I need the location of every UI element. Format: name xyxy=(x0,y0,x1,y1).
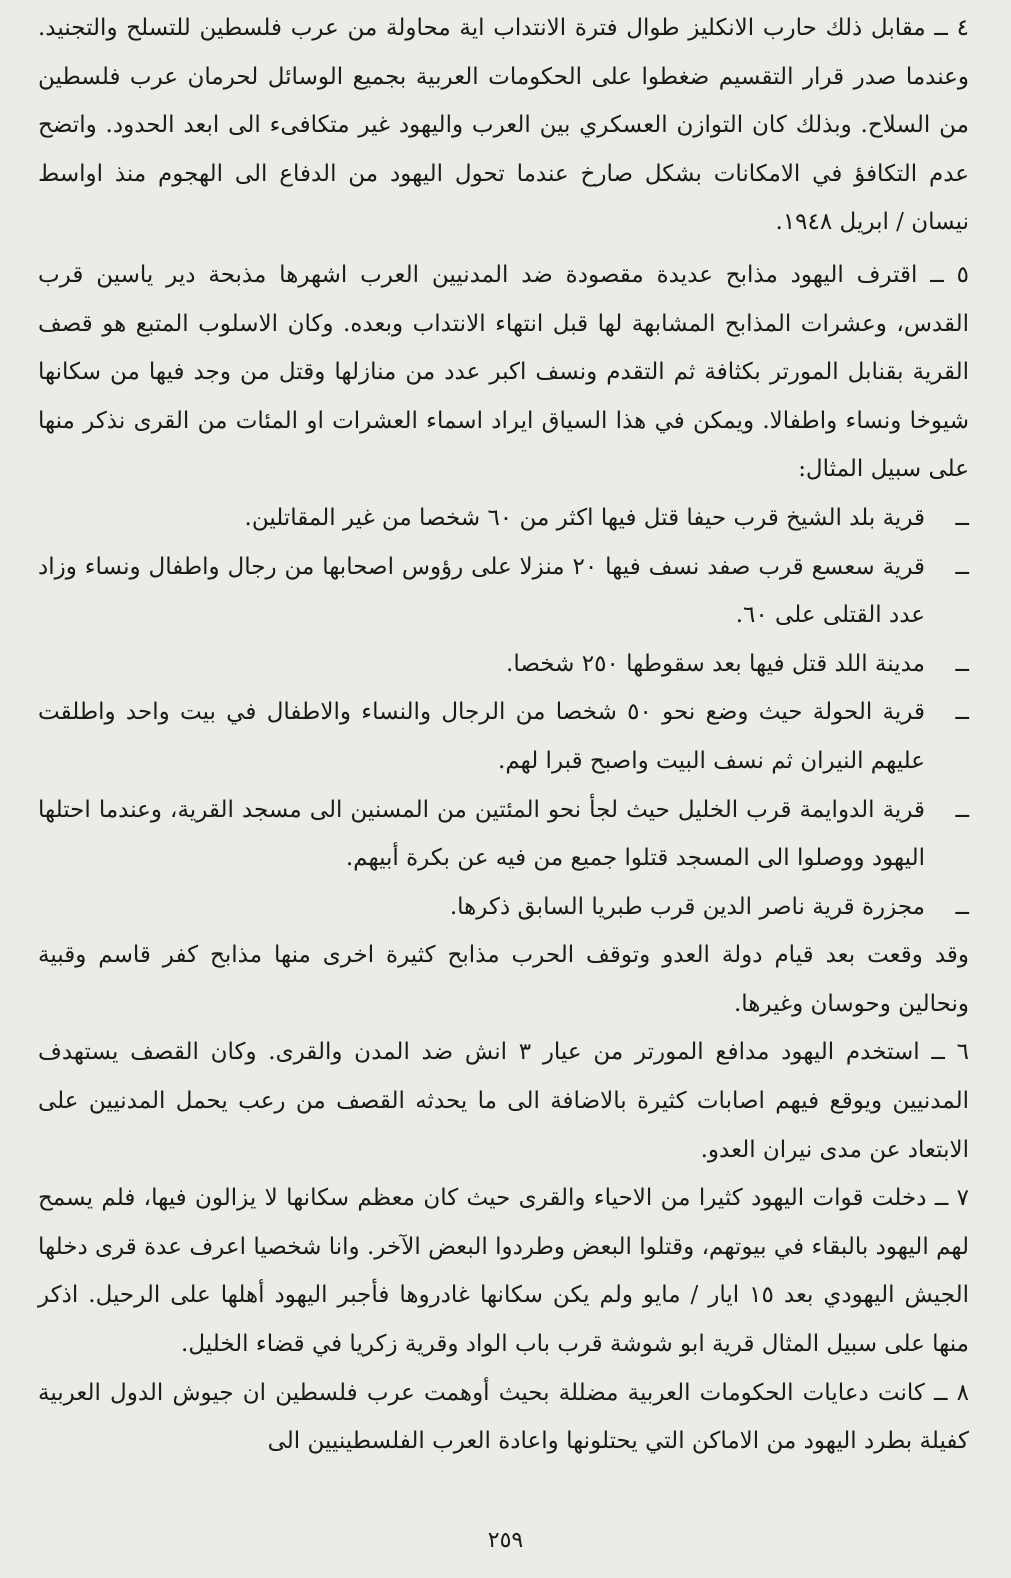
paragraph-number: ٥ ــ xyxy=(930,261,969,288)
list-item xyxy=(38,640,969,689)
paragraph-6 xyxy=(38,1028,969,1174)
list-item xyxy=(38,688,969,785)
list-item-text: قرية سعسع قرب صفد نسف فيها ٢٠ منزلا على رؤوس اصحابها من رجال واطفال ونساء وزاد عدد القتلى على ٦٠. xyxy=(38,553,926,629)
list-dash: ــ xyxy=(955,504,969,531)
list-item-text: قرية الدوايمة قرب الخليل حيث لجأ نحو المئتين من المسنين الى مسجد القرية، وعندما احتلها اليهود ووصلوا الى المسجد قتلوا جميع من فيه عن بكرة أبيهم. xyxy=(38,796,925,872)
list-dash: ــ xyxy=(955,650,969,677)
paragraph-7 xyxy=(38,1174,969,1368)
list-item xyxy=(38,786,969,883)
list-dash: ــ xyxy=(955,553,969,580)
paragraph-5 xyxy=(38,251,969,494)
list-item xyxy=(38,883,969,932)
paragraph-after-list: وقد وقعت بعد قيام دولة العدو وتوقف الحرب مذابح كثيرة اخرى منها مذابح كفر قاسم وقبية ونحالين وحوسان وغيرها. xyxy=(38,942,969,1017)
list-dash: ــ xyxy=(955,893,969,920)
paragraph-number: ٦ ــ xyxy=(931,1039,969,1066)
paragraph-8 xyxy=(38,1369,969,1466)
list-dash: ــ xyxy=(955,796,969,823)
paragraph-number: ٤ ــ xyxy=(934,15,969,41)
list-dash: ــ xyxy=(955,699,969,726)
list-item-text: مجزرة قرية ناصر الدين قرب طبريا السابق ذكرها. xyxy=(449,893,925,920)
paragraph-number: ٧ ــ xyxy=(934,1185,969,1212)
list-item xyxy=(38,543,969,640)
paragraph-body: استخدم اليهود مدافع المورتر من عيار ٣ انش ضد المدن والقرى. وكان القصف يستهدف المدنيين ويوقع فيهم اصابات كثيرة بالاضافة الى ما يحدثه القصف من رعب يحمل المدنيين على الابتعاد عن مدى نيران العدو. xyxy=(38,1039,969,1163)
body-text xyxy=(38,4,969,1466)
list-item-text: قرية الحولة حيث وضع نحو ٥٠ شخصا من الرجال والنساء والاطفال في بيت واحد واطلقت عليهم النيران ثم نسف البيت واصبح قبرا لهم. xyxy=(38,699,925,774)
paragraph-body: اقترف اليهود مذابح عديدة مقصودة ضد المدنيين العرب اشهرها مذبحة دير ياسين قرب القدس، وعشرات المذابح المشابهة لها قبل انتهاء الانتداب وبعده. وكان الاسلوب المتبع هو قصف القرية بقنابل المورتر بكثافة ثم التقدم ونسف اكبر عدد من منازلها وقتل من وجد فيها من سكانها شيوخا ونساء واطفالا. ويمكن في هذا السياق ايراد اسماء العشرات او المئات من القرى نذكر منها على سبيل المثال: xyxy=(38,261,969,483)
list-item-text: قرية بلد الشيخ قرب حيفا قتل فيها اكثر من ٦٠ شخصا من غير المقاتلين. xyxy=(244,504,925,531)
list-item-text: مدينة اللد قتل فيها بعد سقوطها ٢٥٠ شخصا. xyxy=(506,650,925,677)
massacre-list xyxy=(38,494,969,931)
paragraph-body: مقابل ذلك حارب الانكليز طوال فترة الانتداب اية محاولة من عرب فلسطين للتسلح والتجنيد. وعندما صدر قرار التقسيم ضغطوا على الحكومات العربية بجميع الوسائل لحرمان عرب فلسطين من السلاح. وبذلك كان التوازن العسكري بين العرب واليهود غير متكافىء الى ابعد الحدود. واتضح عدم التكافؤ في الامكانات بشكل صارخ عندما تحول اليهود من الدفاع الى الهجوم منذ اواسط نيسان / ابريل ١٩٤٨. xyxy=(38,15,969,236)
paragraph-4 xyxy=(38,4,969,247)
page-number: ٢٥٩ xyxy=(487,1528,524,1553)
list-item xyxy=(38,494,969,543)
paragraph-number: ٨ ــ xyxy=(933,1379,969,1406)
paragraph-body: دخلت قوات اليهود كثيرا من الاحياء والقرى حيث كان معظم سكانها لا يزالون فيها، فلم يسمح لهم اليهود بالبقاء في بيوتهم، وقتلوا البعض وطردوا البعض الآخر. وانا شخصيا اعرف عدة قرى دخلها الجيش اليهودي بعد ١٥ ايار / مايو ولم يكن سكانها غادروها فأجبر اليهود أهلها على الرحيل. اذكر منها على سبيل المثال قرية ابو شوشة قرب باب الواد وقرية زكريا في قضاء الخليل. xyxy=(38,1185,969,1358)
paragraph-body: كانت دعايات الحكومات العربية مضللة بحيث أوهمت عرب فلسطين ان جيوش الدول العربية كفيلة بطرد اليهود من الاماكن التي يحتلونها واعادة العرب الفلسطينيين الى xyxy=(38,1379,969,1455)
